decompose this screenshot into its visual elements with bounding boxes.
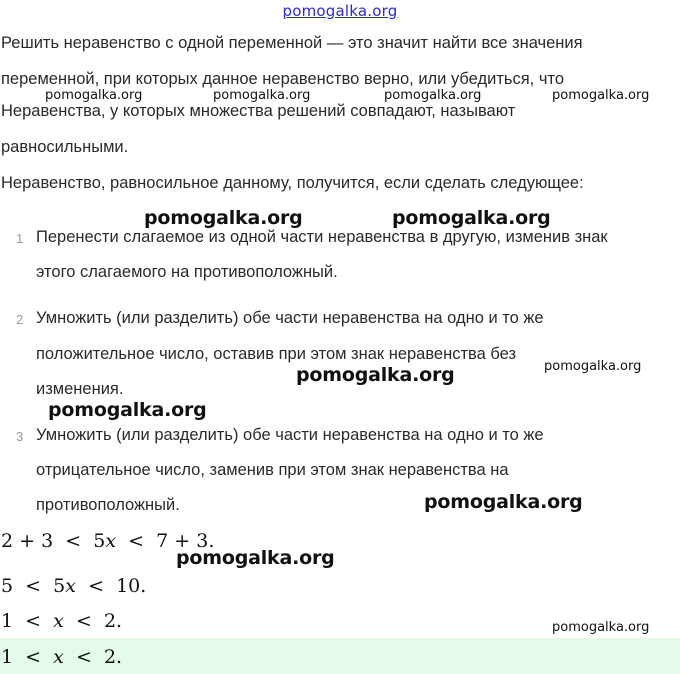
list-text-line: Умножить (или разделить) обе части неравенства на одно и то же [36,426,544,444]
list-number: 3 [16,429,24,444]
list-text-line: этого слагаемого на противоположный. [36,263,338,281]
math-line: 5 < 5x < 10. [1,575,147,597]
watermark: pomogalka.org [544,359,642,374]
watermark: pomogalka.org [45,88,143,103]
list-text-line: отрицательное число, заменив при этом знак неравенства на [36,461,509,479]
list-text-line: Умножить (или разделить) обе части неравенства на одно и то же [36,309,544,327]
watermark: pomogalka.org [392,207,551,229]
math-answer-line: 1 < x < 2. [1,646,123,668]
watermark: pomogalka.org [176,547,335,569]
watermark: pomogalka.org [144,207,303,229]
paragraph-line: переменной, при которых данное неравенство верно, или убедиться, что [1,70,564,88]
list-number: 2 [16,312,24,327]
list-text-line: противоположный. [36,496,180,514]
watermark-top-link[interactable]: pomogalka.org [282,2,398,20]
watermark: pomogalka.org [552,620,650,635]
math-line: 2 + 3 < 5x < 7 + 3. [1,530,215,552]
math-line: 1 < x < 2. [1,610,123,632]
watermark: pomogalka.org [48,399,207,421]
watermark: pomogalka.org [384,88,482,103]
paragraph-line: Решить неравенство с одной переменной — это значит найти все значения [1,34,583,52]
paragraph-line: Неравенство, равносильное данному, получится, если сделать следующее: [1,174,584,192]
watermark: pomogalka.org [296,364,455,386]
watermark: pomogalka.org [213,88,311,103]
paragraph-line: равносильными. [1,138,129,156]
list-text-line: положительное число, оставив при этом знак неравенства без [36,345,517,363]
watermark: pomogalka.org [552,88,650,103]
paragraph-line: Неравенства, у которых множества решений совпадают, называют [1,102,516,120]
watermark: pomogalka.org [424,491,583,513]
list-number: 1 [16,231,24,246]
list-text-line: изменения. [36,380,124,398]
list-text-line: Перенести слагаемое из одной части неравенства в другую, изменив знак [36,228,608,246]
